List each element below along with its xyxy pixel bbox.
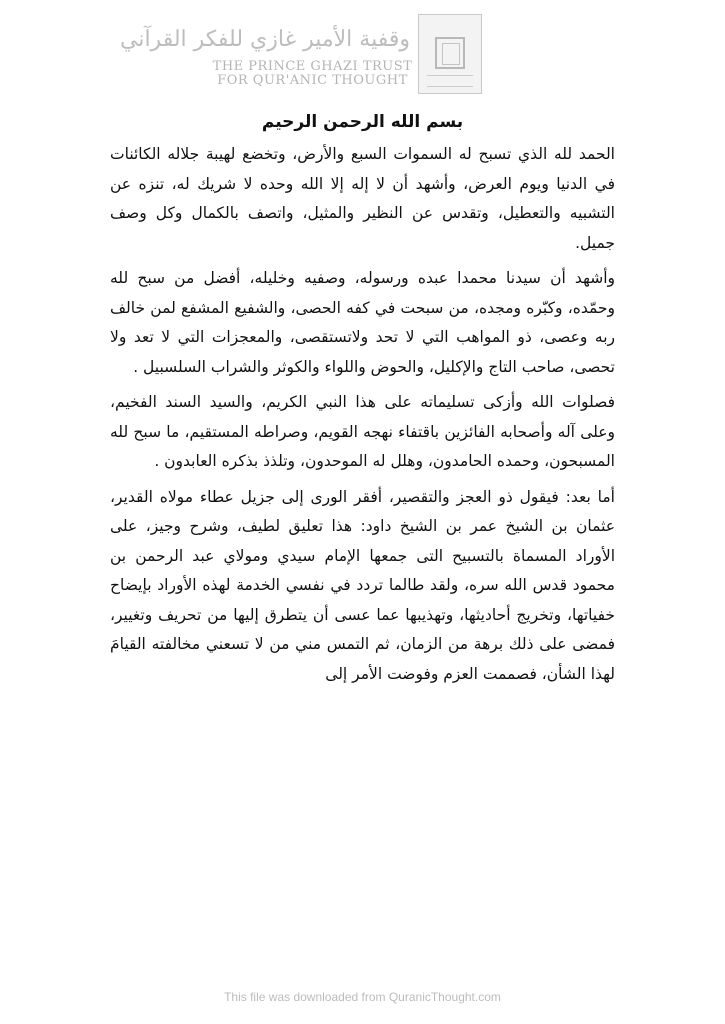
logo-emblem-icon: [435, 37, 465, 69]
trust-name-line2: FOR QUR'ANIC THOUGHT: [217, 73, 408, 88]
logo-ornament: [427, 75, 473, 87]
paragraph: فصلوات الله وأزكى تسليماته على هذا النبي الكريم، والسيد السند الفخيم، وعلى آله وأصحابه الفائزين باقتفاء نهجه القويم، وصراطه المستقيم، ما سبح لله المسبحون، وحمده الحامدون، وهلل له الموحدون، وتلذذ بذكره العابدون .: [110, 393, 615, 470]
english-trust-name: [205, 60, 420, 88]
document-body: [110, 140, 615, 695]
trust-name-line1: THE PRINCE GHAZI TRUST: [212, 59, 413, 74]
paragraph: وأشهد أن سيدنا محمدا عبده ورسوله، وصفيه وخليله، أفضل من سبح لله وحمّده، وكبّره ومجده، من سبحت في كفه الحصى، والشفيع المشفع لمن خالف ربه وعصى، ذو المواهب التي لا تحد ولاتستقصى، والمعجزات التي لا تعد ولا تحصى، صاحب التاج والإكليل، والحوض واللواء والكوثر والشراب السلسبيل .: [110, 269, 615, 376]
document-heading: بسم الله الرحمن الرحيم: [261, 112, 464, 132]
paragraph: أما بعد: فيقول ذو العجز والتقصير، أفقر الورى إلى جزيل عطاء مولاه القدير، عثمان بن الشيخ عمر بن الشيخ داود: هذا تعليق لطيف، وشرح وجيز، على الأوراد المسماة بالتسبيح التى جمعها الإمام سيدي ومولاي عبد الرحمن بن محمود قدس الله سره، ولقد طالما تردد في نفسي الخدمة لهذه الأوراد بإيضاح خفياتها، وتخريج أحاديثها، وتهذيبها عما عسى أن يتطرق إليها من تحريف وتغيير، فمضى على ذلك برهة من الزمان، ثم التمس مني من لا تسعني مخالفته القيامَ لهذا الشأن، فصممت العزم وفوضت الأمر إلى: [110, 487, 615, 683]
download-notice: This file was downloaded from QuranicThought.com: [224, 990, 501, 1004]
trust-logo: [418, 14, 482, 94]
paragraph: الحمد لله الذي تسبح له السموات السبع والأرض، وتخضع لهيبة جلاله الكائنات في الدنيا ويوم العرض، وأشهد أن لا إله إلا الله وحده لا شريك له، تنزه عن التشبيه والتعطيل، وتقدس عن النظير والمثيل، واتصف بالكمال وكل وصف جميل.: [110, 145, 615, 252]
header: [0, 0, 725, 110]
arabic-trust-name: وقفية الأمير غازي للفكر القرآني: [119, 27, 410, 52]
